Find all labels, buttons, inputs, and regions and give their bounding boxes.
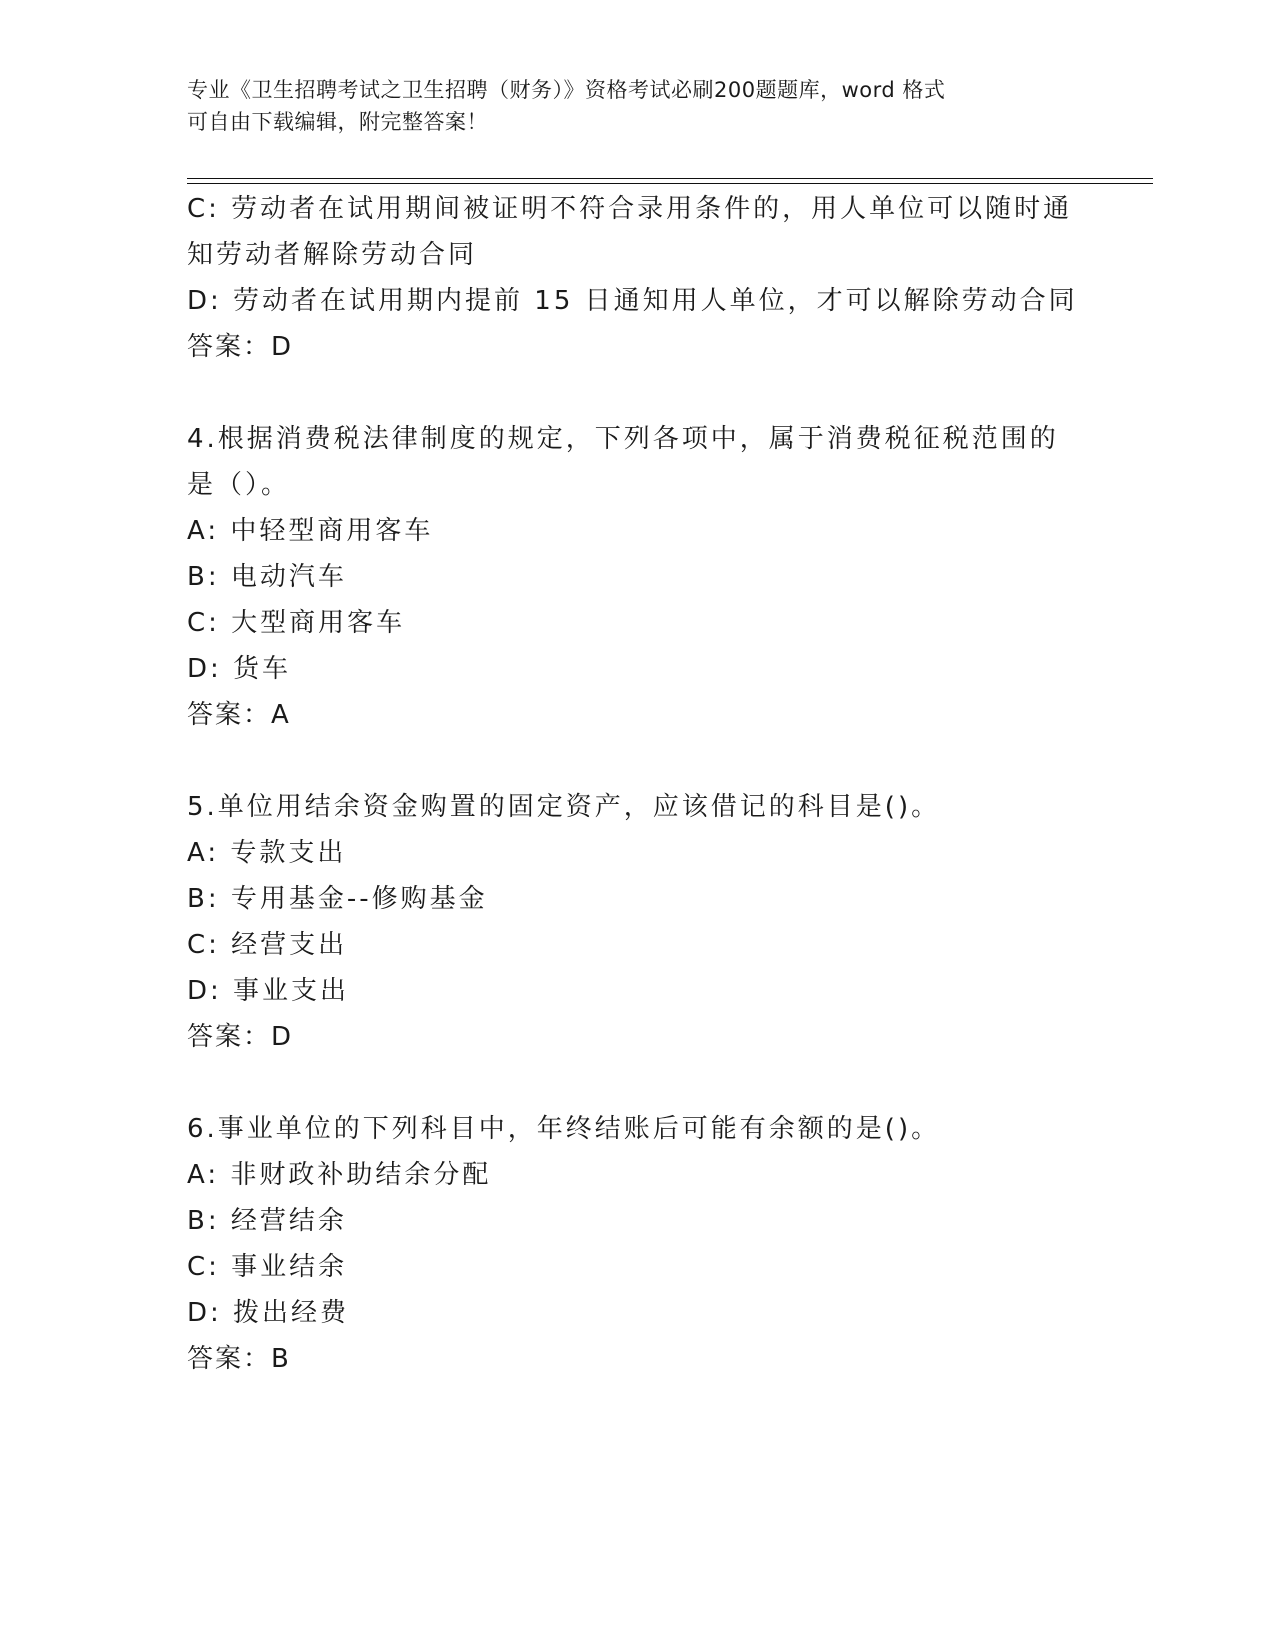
option-a: A: 中轻型商用客车 <box>187 516 434 546</box>
question-stem: 6.事业单位的下列科目中，年终结账后可能有余额的是()。 <box>187 1114 941 1144</box>
question-5 <box>187 784 1087 1060</box>
option-c: C: 经营支出 <box>187 930 348 960</box>
document-header <box>187 74 1087 138</box>
option-c: C: 事业结余 <box>187 1252 348 1282</box>
answer: 答案：D <box>187 1022 294 1052</box>
spacer <box>187 370 1087 416</box>
question-stem-line-2: 是（）。 <box>187 470 291 500</box>
question-stem: 5.单位用结余资金购置的固定资产，应该借记的科目是()。 <box>187 792 941 822</box>
question-6 <box>187 1106 1087 1382</box>
spacer <box>187 738 1087 784</box>
option-d: D: 事业支出 <box>187 976 350 1006</box>
question-3-continued <box>187 186 1087 370</box>
option-b: B: 电动汽车 <box>187 562 347 592</box>
header-divider-bottom <box>187 183 1153 184</box>
option-b: B: 专用基金--修购基金 <box>187 884 488 914</box>
header-line-2: 可自由下载编辑，附完整答案！ <box>187 110 488 134</box>
option-c: C: 大型商用客车 <box>187 608 406 638</box>
option-c-line-1: C: 劳动者在试用期间被证明不符合录用条件的，用人单位可以随时通 <box>187 194 1073 224</box>
header-divider-top <box>187 178 1153 179</box>
answer: 答案：D <box>187 332 294 362</box>
option-d: D: 货车 <box>187 654 292 684</box>
header-line-1: 专业《卫生招聘考试之卫生招聘（财务）》资格考试必刷200题题库，word 格式 <box>187 78 946 102</box>
question-list <box>187 186 1087 1382</box>
option-a: A: 专款支出 <box>187 838 347 868</box>
answer: 答案：A <box>187 700 291 730</box>
option-a: A: 非财政补助结余分配 <box>187 1160 492 1190</box>
answer: 答案：B <box>187 1344 291 1374</box>
spacer <box>187 1060 1087 1106</box>
option-b: B: 经营结余 <box>187 1206 347 1236</box>
question-stem-line-1: 4.根据消费税法律制度的规定，下列各项中，属于消费税征税范围的 <box>187 424 1059 454</box>
question-4 <box>187 416 1087 738</box>
option-d: D: 劳动者在试用期内提前 15 日通知用人单位，才可以解除劳动合同 <box>187 286 1078 316</box>
option-d: D: 拨出经费 <box>187 1298 350 1328</box>
option-c-line-2: 知劳动者解除劳动合同 <box>187 240 478 270</box>
